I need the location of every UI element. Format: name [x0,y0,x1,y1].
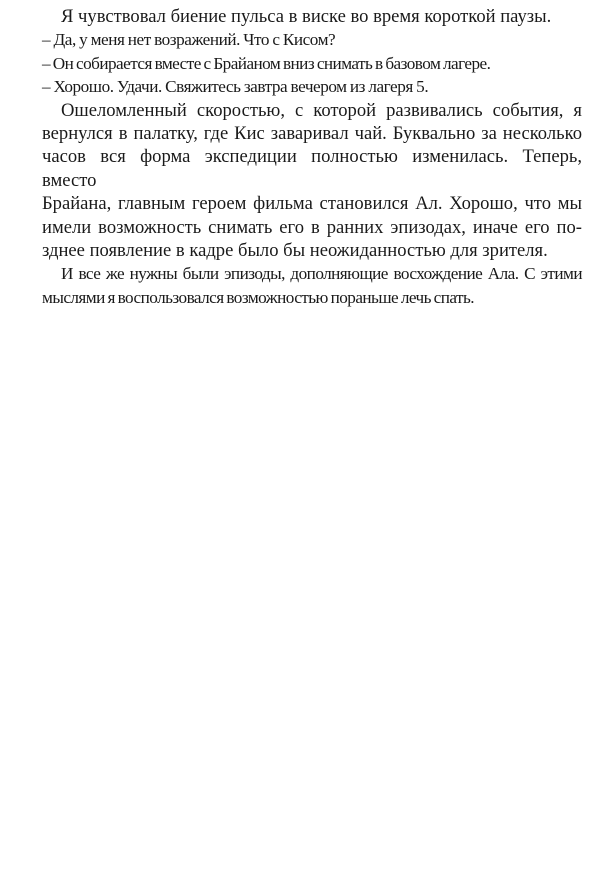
text-line-10: зднее появление в кадре было бы неожиданностью для зрителя. [42,240,548,262]
text-line-8: Брайана, главным героем фильма становился Ал. Хорошо, что мы [42,193,582,215]
text-line-7: часов вся форма экспедиции полностью изменилась. Теперь, вместо [42,146,582,191]
text-line-6: вернулся в палатку, где Кис заваривал чай. Буквально за несколько [42,123,582,145]
text-line-4: – Хорошо. Удачи. Свяжитесь завтра вечером из лагеря 5. [42,77,429,97]
text-line-9: имели возможность снимать его в ранних эпизодах, иначе его по- [42,216,582,238]
text-line-2: – Да, у меня нет возражений. Что с Кисом? [42,30,336,50]
text-line-5: Ошеломленный скоростью, с которой развивались события, я [61,99,582,121]
text-line-12: мыслями я воспользовался возможностью пораньше лечь спать. [42,287,475,307]
text-line-3: – Он собирается вместе с Брайаном вниз снимать в базовом лагере. [42,53,491,73]
body-text [42,5,582,309]
text-line-11: И все же нужны были эпизоды, дополняющие восхождение Ала. С этими [61,264,582,284]
text-line-1: Я чувствовал биение пульса в виске во время короткой паузы. [61,6,552,27]
